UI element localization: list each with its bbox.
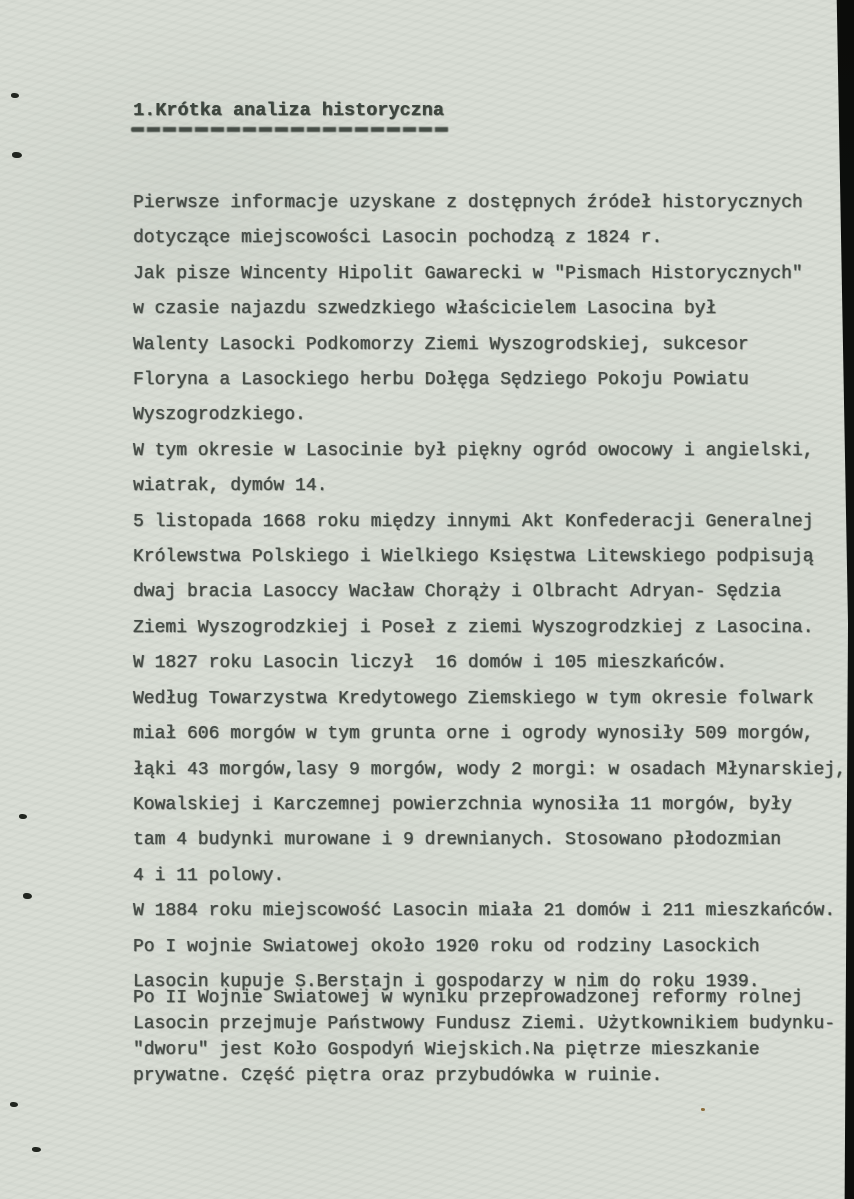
paper-stain (701, 1108, 705, 1111)
title-underline (131, 127, 449, 132)
document-title: 1.Krótka analiza historyczna (133, 100, 444, 121)
text-line: prywatne. Część piętra oraz przybudówka w ruinie. (133, 1066, 663, 1086)
text-line: Lasocin przejmuje Państwowy Fundusz Ziemi. Użytkownikiem budynku- (133, 1014, 836, 1034)
ink-speck (11, 93, 19, 98)
text-line: Pierwsze informacje uzyskane z dostępnych źródeł historycznych (133, 193, 803, 213)
ink-speck (10, 1102, 18, 1107)
ink-speck (12, 152, 22, 158)
text-line: Królewstwa Polskiego i Wielkiego Księstwa Litewskiego podpisują (133, 547, 814, 568)
document-footer-paragraph (133, 985, 849, 1089)
text-line: tam 4 budynki murowane i 9 drewnianych. Stosowano płodozmian (133, 830, 782, 851)
text-line: łąki 43 morgów,lasy 9 morgów, wody 2 morgi: w osadach Młynarskiej, (133, 759, 846, 780)
text-line: Floryna a Lasockiego herbu Dołęga Sędziego Pokoju Powiatu (133, 370, 749, 391)
text-line: Wyszogrodzkiego. (133, 405, 306, 426)
text-line: Po II Wojnie Swiatowej w wyniku przeprowadzonej reformy rolnej (133, 988, 803, 1008)
text-line: W 1827 roku Lasocin liczył 16 domów i 105 mieszkańców. (133, 653, 728, 674)
ink-speck (32, 1147, 41, 1152)
text-line: W 1884 roku miejscowość Lasocin miała 21 domów i 211 mieszkańców. (133, 901, 836, 922)
text-line: "dworu" jest Koło Gospodyń Wiejskich.Na piętrze mieszkanie (133, 1040, 760, 1060)
text-line: 5 listopada 1668 roku między innymi Akt Konfederacji Generalnej (133, 511, 814, 532)
text-line: wiatrak, dymów 14. (133, 476, 328, 497)
document-body (133, 186, 849, 1000)
text-line: W tym okresie w Lasocinie był piękny ogród owocowy i angielski, (133, 440, 814, 461)
ink-speck (19, 814, 27, 819)
text-line: Lasocin kupuje S.Berstajn i gospodarzy w nim do roku 1939. (133, 971, 760, 992)
text-line: Według Towarzystwa Kredytowego Ziemskiego w tym okresie folwark (133, 688, 814, 709)
text-line: 4 i 11 polowy. (133, 865, 285, 886)
text-line: Jak pisze Wincenty Hipolit Gawarecki w "Pismach Historycznych" (133, 263, 803, 284)
text-line: Walenty Lasocki Podkomorzy Ziemi Wyszogrodskiej, sukcesor (133, 334, 749, 355)
text-line: w czasie najazdu szwedzkiego właścicielem Lasocina był (133, 299, 717, 320)
text-line: Po I wojnie Swiatowej około 1920 roku od rodziny Lasockich (133, 936, 760, 957)
text-line: Kowalskiej i Karczemnej powierzchnia wynosiła 11 morgów, były (133, 794, 792, 815)
ink-speck (23, 893, 32, 899)
text-line: miał 606 morgów w tym grunta orne i ogrody wynosiły 509 morgów, (133, 724, 814, 745)
text-line: dwaj bracia Lasoccy Wacław Chorąży i Olbracht Adryan- Sędzia (133, 582, 782, 603)
text-line: Ziemi Wyszogrodzkiej i Poseł z ziemi Wyszogrodzkiej z Lasocina. (133, 617, 814, 638)
text-line: dotyczące miejscowości Lasocin pochodzą z 1824 r. (133, 228, 663, 249)
